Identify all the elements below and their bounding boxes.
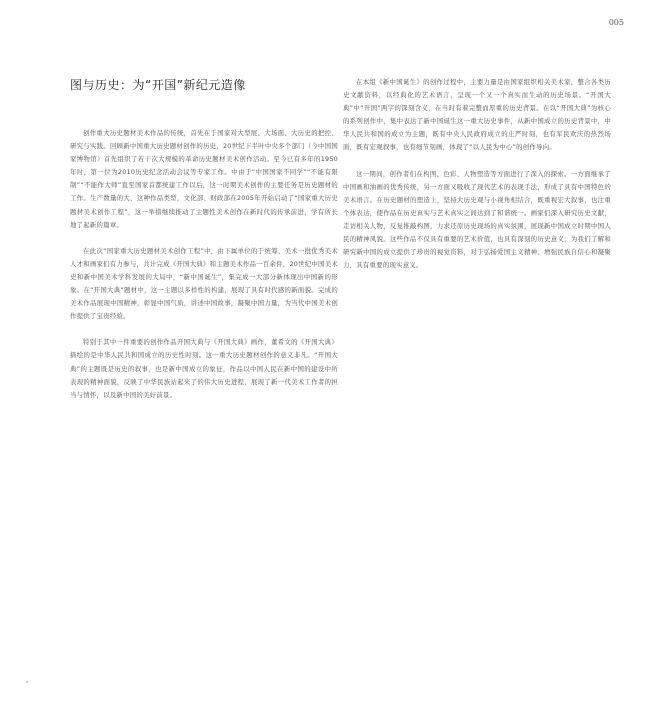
page-number: 005 bbox=[608, 18, 624, 27]
left-column bbox=[70, 76, 338, 415]
left-paragraph-2: 在此次“国家重大历史题材美术创作工程”中，由下属单位的于统筹、美术一批优秀美术人才和画家们有力参与，共计完成《开国大典》和主题美术作品一百余件，20世纪中国美术史和新中国美术学科发展的大局中，“新中国诞生”，集完成一大部分新体现出中国新的形象。在“开国大典”题材中，这一主题以多样性的构建，展现了具有时代感的新面貌。完成的美术作品展现中国精神，彰显中国气质，讲述中国故事，凝聚中国力量，为当代中国美术创作提供了宝贵经验。 bbox=[70, 246, 338, 321]
right-column bbox=[343, 76, 611, 285]
page-edge-mark bbox=[26, 681, 28, 683]
section-title: 图与历史：为“开国”新纪元造像 bbox=[70, 78, 246, 92]
left-paragraph-3: 特别于其中一件重要的创作作品开国大典与《开国大典》画作，董希文的《开国大典》描绘的是中华人民共和国成立的历史性时刻。这一重大历史题材创作的意义非凡。“开国大典”的主题既是历史的叙事，也是新中国成立的象征，作品以中国人民在新中国的建设中所表现的精神面貌，反映了中华民族站起来了的伟大历史进程，展现了新一代美术工作者的担当与情怀，以及新中国的美好前景。 bbox=[70, 338, 338, 399]
right-paragraph-2: 这一期间，创作者们在构图、色彩、人物塑造等方面进行了深入的探索。一方面继承了中国画和油画的优秀传统，另一方面又吸收了现代艺术的表现手法，形成了具有中国特色的美术语言。在历史题材的塑造上，坚持大历史观与小视角相结合，既重视宏大叙事，也注重个体表达，使作品在历史真实与艺术真实之间达到了和谐统一。画家们深入研究历史文献，走访相关人物，反复推敲构图，力求还原历史现场的真实氛围，展现新中国成立时期中国人民的精神风貌。这些作品不仅具有重要的艺术价值，也具有深刻的历史意义，为我们了解和研究新中国的成立提供了珍贵的视觉资料，对于弘扬爱国主义精神、增强民族自信心和凝聚力，具有重要的现实意义。 bbox=[343, 169, 611, 270]
right-paragraph-1: 在本组《新中国诞生》的创作过程中，主要力量是由国家组织相关美术家，整合各类历史文献资料，以经典化的艺术语言，呈现一个又一个真实而生动的历史场景。“开国大典”中“开国”两字的深刻含义，在当时有着完整而厚重的历史背景。在以“开国大典”为核心的系列创作中，集中表达了新中国诞生这一重大历史事件，从新中国成立的历史背景中，中华人民共和国的成立为主题，既有中央人民政府成立的庄严时刻，也有军民欢庆的热烈场面，既有宏观叙事，也有细节刻画，体现了“以人民为中心”的创作导向。 bbox=[343, 78, 611, 152]
left-paragraph-1: 创作重大历史题材美术作品的传统，首先在于国家对大型展、大场面、大历史的把控、研究与实践。回顾新中国重大历史题材创作的历史，20世纪下半叶中央多个部门（今中国国家博物馆）首先组织了若干次大规模的革命历史题材美术创作活动。至今已有多年的1950年时，第一位为2010历史纪念活动会议等专家工作。中由于“中国国家不同学”“不能有限制”“不能作大师”直至国家首都统建工作以后，这一时期美术创作的主要任务是历史题材的工作。生产数量的大，这种作品类型，文化部、财政部在2005年开始启动了“国家重大历史题材美术创作工程”，这一举措继续推动了主题性美术创作在新时代的传承前进，学有所长地了起新的篇章。 bbox=[70, 129, 338, 229]
